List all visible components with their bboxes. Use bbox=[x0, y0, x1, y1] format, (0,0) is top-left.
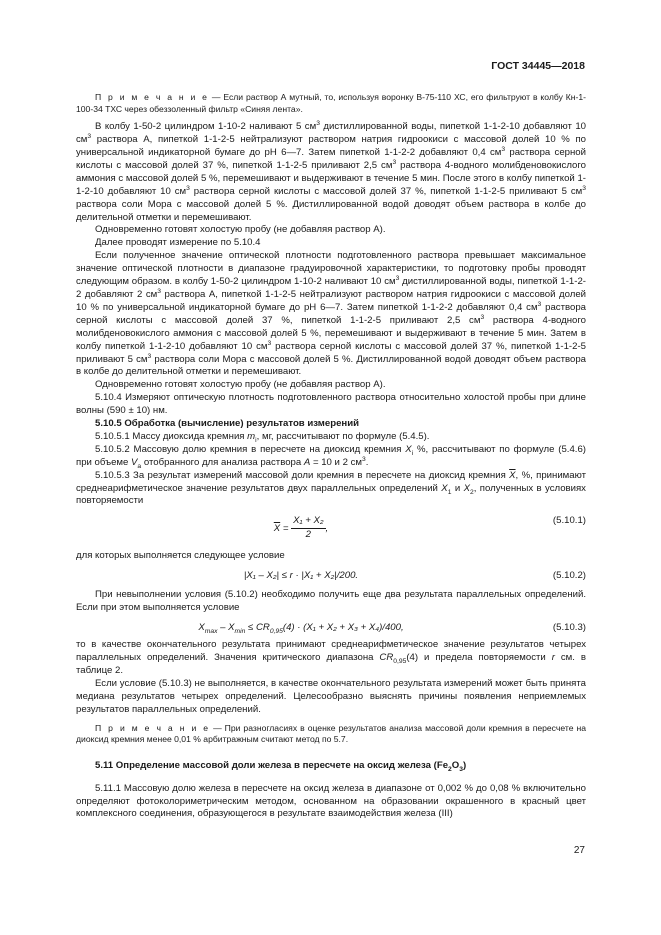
formula-number: (5.10.3) bbox=[552, 622, 586, 634]
paragraph-alternate-prep: Если полученное значение оптической плотности подготовленного раствора превышает максимальное значение оптической плотности в диапазоне градуировочной характеристики, то подготовку пробы проводят следующим образом. в колбу 1-50-2 цилиндром 1-10-2 наливают 10 $см^3$ дистиллированной воды, пипеткой 1-1-2-2 добавляют 2 $см^3$ раствора А, пипеткой 1-1-2-5 нейтрализуют раствором натрия гидроокиси с массовой долей 10 % по универсальной индикаторной бумаге до рН 6—7. Затем пипеткой 1-1-2-2 добавляют 0,4 $см^3$ раствора серной кислоты с массовой долей 37 %, пипеткой 1-1-2-5 приливают 2,5 $см^3$ раствора 4-водного молибденовокислого аммония с массовой долей 5 %, перемешивают и выдерживают в течение 5 мин. Затем в колбу пипеткой 1-1-2-10 добавляют 10 $см^3$ раствора серной кислоты с массовой долей 37 %, пипеткой 1-1-2-5 приливают 5 $см^3$ раствора соли Мора с массовой долей 5 %. Дистиллированной водой доводят объем раствора в колбе до делительной отметки и перемешивают. bbox=[76, 250, 587, 378]
paragraph-blank-sample: Одновременно готовят холостую пробу (не добавляя раствор А). bbox=[95, 224, 386, 236]
formula-number: (5.10.1) bbox=[552, 515, 586, 527]
note-arbitration: П р и м е ч а н и е — При разногласиях в оценке результатов анализа массовой доли кремния в пересчете на диоксид кремния менее 0,01 % арбитражным считают метод по 5.7. bbox=[76, 722, 587, 745]
fraction: $\frac{\text{X₁ + X₂}}{2}$ bbox=[293, 515, 324, 541]
paragraph-final-result: то в качестве окончательного результата принимают среднеарифметическое значение результатов четырех параллельных определений. Значения критического диапазона $CR_{0,95}(4)$ и предела повторяемости r см. в таблице 2. bbox=[76, 639, 586, 676]
formula-5-10-2: |X₁ – X₂| ≤ r · |X₁ + X₂|/200. (5.10.2) bbox=[243, 570, 586, 582]
clause-5-11-1: 5.11.1 Массовую долю железа в пересчете на оксид железа в диапазоне от 0,002 % до 0,08 % включительно определяют фотоколориметрическим методом, основанном на образовании окрашенного в красный цвет комплексного соединения, образующегося в результате взаимодействия железа (III) bbox=[76, 782, 586, 820]
standard-header: ГОСТ 34445—2018 bbox=[491, 60, 585, 72]
paragraph-blank-sample-2: Одновременно готовят холостую пробу (не добавляя раствор А). bbox=[95, 379, 386, 391]
paragraph-condition-failed: При невыполнении условия (5.10.2) необходимо получить еще два результата параллельных определений. Если при этом выполняется условие bbox=[76, 589, 586, 614]
paragraph-sample-prep: В колбу 1-50-2 цилиндром 1-10-2 наливают 5 $см^3$ дистиллированной воды, пипеткой 1-1-2-10 добавляют 10 $см^3$ раствора А, пипеткой 1-1-2-5 нейтрализуют раствором натрия гидроокиси с массовой долей 10 % по универсальной индикаторной бумаге до рН 6—7. Затем пипеткой 1-1-2-2 добавляют 0,4 $см^3$ раствора серной кислоты с массовой долей 37 %, пипеткой 1-1-2-5 приливают 2,5 $см^3$ раствора 4-водного молибденовокислого аммония с массовой долей 5 %, перемешивают и выдерживают в течение 5 мин. После этого в колбу пипеткой 1-1-2-10 добавляют 10 $см^3$ раствора серной кислоты с массовой долей 37 %, пипеткой 1-1-2-5 приливают 5 $см^3$ раствора соли Мора с массовой долей 5 %. Дистиллированной водой доводят объем раствора в колбе до делительной отметки и перемешивают. bbox=[76, 120, 587, 223]
formula-5-10-3: $X_{max} - X_{min} \le CR_{0,95}(4) \cdot (X_1 + X_2 + X_3 + X_4)/400$, (5.10.3) bbox=[198, 622, 586, 635]
clause-5-10-4: 5.10.4 Измеряют оптическую плотность подготовленного раствора относительно холостой пробы при длине волны (590 ± 10) нм. bbox=[76, 392, 586, 417]
page-body bbox=[76, 92, 586, 821]
heading-5-10-5: 5.10.5 Обработка (вычисление) результатов измерений bbox=[95, 418, 360, 430]
formula-5-10-1: $\overline{X}$ = $\frac{\text{X₁ + X₂}}{2}$ , (5.10.1) bbox=[273, 515, 586, 541]
heading-5-11: 5.11 Определение массовой доли железа в пересчете на оксид железа $(Fe_2O_3)$ bbox=[95, 759, 467, 773]
formula-number: (5.10.2) bbox=[552, 570, 586, 582]
clause-5-10-5-1: 5.10.5.1 Массу диоксида кремния $m_i$, мг, рассчитывают по формуле (5.4.5). bbox=[95, 430, 430, 444]
paragraph-median: Если условие (5.10.3) не выполняется, в качестве окончательного результата измерений может быть принята медиана результатов четырех определений. Целесообразно выяснять причины появления неприемлемых результатов параллельных определений. bbox=[76, 677, 586, 715]
note-muddy-solution: П р и м е ч а н и е — Если раствор А мутный, то, используя воронку В-75-110 ХС, его фильтруют в колбу Кн-1-100-34 ТХС через обеззоленный фильтр «Синяя лента». bbox=[76, 92, 587, 114]
clause-5-10-5-2: 5.10.5.2 Массовую долю кремния в пересчете на диоксид кремния $X_i$ %, рассчитывают по формуле (5.4.6) при объеме $V_a$ отобранного для анализа раствора A = 10 и 2 $см^3$. bbox=[76, 443, 586, 470]
condition-intro: для которых выполняется следующее условие bbox=[76, 550, 285, 562]
paragraph-next-measure: Далее проводят измерение по 5.10.4 bbox=[95, 237, 261, 249]
page-number: 27 bbox=[573, 845, 585, 856]
clause-5-10-5-3: 5.10.5.3 За результат измерений массовой доли кремния в пересчете на диоксид кремния $\overline{X}$, %, принимают среднеарифметическое значение результатов двух параллельных определений $X_1$ и $X_2$, полученных в условиях повторяемости bbox=[76, 469, 586, 507]
